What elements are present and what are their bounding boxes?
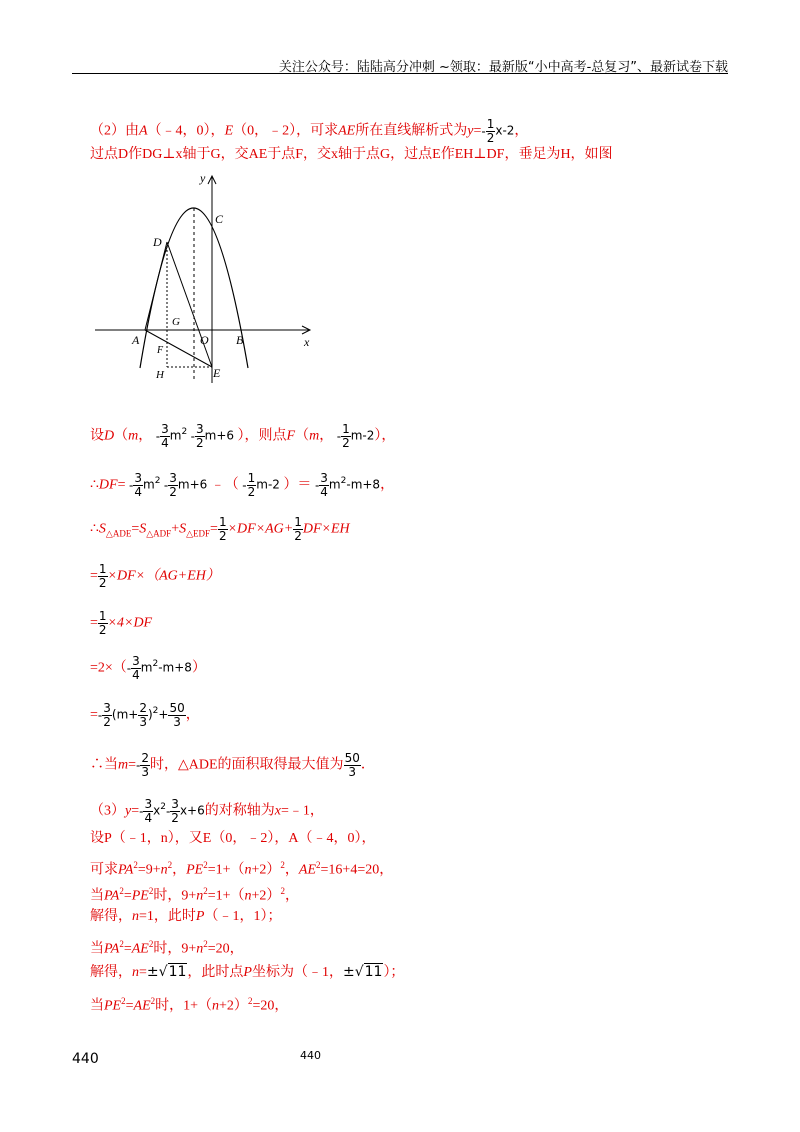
text: m: [140, 660, 153, 675]
text: (m+: [111, 707, 139, 722]
text: =: [117, 477, 126, 493]
superscript: 2: [152, 706, 159, 717]
line-4: [90, 472, 394, 499]
text: P: [195, 909, 205, 924]
denominator: 2: [98, 576, 107, 590]
label-b: B: [236, 333, 244, 347]
text: DF×EH: [302, 521, 350, 537]
denominator: 3: [173, 715, 181, 729]
numerator: 3: [161, 422, 169, 436]
plus-minus-root: ±√11: [342, 964, 383, 980]
text: y: [467, 123, 474, 139]
line-11: [90, 798, 324, 825]
line-18: [90, 992, 288, 1016]
line-14: [90, 882, 299, 906]
numerator: 1: [218, 515, 227, 529]
superscript: 2: [203, 939, 208, 949]
superscript: 2: [160, 802, 166, 813]
text: 时，9+: [153, 941, 197, 957]
denominator: 2: [342, 436, 350, 450]
text: =: [139, 965, 147, 980]
label-e: E: [213, 366, 221, 380]
text: ）: [191, 660, 206, 676]
plus-minus: ±: [146, 964, 159, 980]
superscript: 2: [203, 886, 208, 896]
minus-sign: -: [126, 661, 132, 676]
denominator: 2: [294, 529, 302, 543]
text: =: [90, 615, 98, 631]
numerator: 3: [320, 471, 328, 485]
text: ）；: [383, 965, 405, 980]
text: ），则点: [237, 428, 287, 444]
label-h: H: [156, 369, 164, 381]
denominator: 2: [103, 715, 111, 729]
text: ．: [360, 757, 375, 773]
fraction: [140, 752, 150, 779]
minus-sign: -: [190, 429, 196, 444]
line-9: [90, 702, 200, 729]
text: =1+（: [207, 862, 245, 878]
text: ）＝: [283, 477, 312, 493]
text: +2）: [219, 998, 248, 1014]
numerator: 1: [98, 562, 107, 576]
minus-sign: -: [136, 758, 141, 773]
subscript: △ADF: [146, 528, 172, 539]
denominator: 2: [247, 485, 256, 499]
text: n: [212, 998, 220, 1014]
page-number-center: 440: [300, 1049, 321, 1062]
text: x: [153, 803, 161, 818]
minus-sign: -: [129, 478, 134, 493]
text: ，: [380, 477, 395, 493]
text: ∴: [90, 477, 99, 493]
denominator: 2: [218, 529, 227, 543]
minus-sign: -: [165, 804, 171, 819]
text: （3）: [90, 803, 125, 819]
text: m: [169, 428, 182, 443]
fraction: [98, 610, 108, 637]
text: ，: [514, 123, 529, 139]
fraction: [160, 423, 170, 450]
plus-minus-root: ±√11: [146, 964, 187, 980]
text: PA: [118, 862, 134, 878]
superscript: 2: [154, 476, 161, 487]
superscript: 2: [181, 427, 188, 438]
text: ，: [172, 862, 187, 878]
minus-sign: -: [336, 429, 342, 444]
text: ): [147, 707, 153, 722]
text: E: [224, 123, 234, 139]
text: AE: [338, 123, 356, 139]
text: =: [123, 941, 132, 957]
label-d: D: [153, 235, 162, 249]
label-o: O: [200, 333, 209, 347]
minus-sign: -: [97, 708, 103, 723]
minus-sign: -: [481, 124, 486, 139]
text: =: [131, 803, 140, 819]
numerator: 1: [98, 609, 107, 623]
subscript: △ADE: [105, 528, 132, 539]
text: （: [295, 428, 310, 444]
line-3: [90, 423, 395, 450]
numerator: 2: [141, 751, 150, 765]
denominator: 3: [348, 765, 357, 779]
superscript: 2: [119, 886, 124, 896]
minus-sign: -: [155, 429, 161, 444]
line-17: [90, 963, 404, 982]
page-header: 关注公众号：陆陆高分冲刺 ~领取：最新版“小中高考-总复习”、最新试卷下载: [278, 60, 728, 75]
denominator: 3: [141, 765, 150, 779]
denominator: 4: [320, 485, 328, 499]
text: n: [196, 941, 204, 957]
numerator: 50: [169, 701, 185, 715]
denominator: 4: [132, 668, 140, 682]
numerator: 3: [171, 797, 179, 811]
text: 时，9+: [153, 888, 197, 904]
superscript: 2: [340, 476, 347, 487]
fraction: [131, 655, 141, 682]
fraction: [247, 472, 257, 499]
fraction: [341, 423, 351, 450]
text: =﹣1，: [280, 803, 324, 819]
text: 解得，: [90, 965, 132, 980]
segment-de: [167, 242, 212, 367]
fraction: [293, 516, 303, 543]
numerator: 3: [103, 701, 111, 715]
text: 可求: [90, 862, 118, 878]
subscript: △EDF: [186, 528, 211, 539]
numerator: 50: [344, 751, 360, 765]
minus-sign: -: [314, 478, 320, 493]
text: A: [139, 123, 148, 139]
superscript: 2: [148, 939, 154, 949]
text: m-2: [256, 477, 280, 492]
text: =20，: [252, 998, 289, 1014]
line-6: [90, 563, 220, 590]
text: S: [139, 521, 147, 537]
denominator: 4: [134, 485, 142, 499]
numerator: 3: [144, 797, 153, 811]
text: +: [158, 707, 169, 722]
text: ，: [319, 428, 334, 444]
numerator: 3: [132, 654, 140, 668]
text: D: [104, 428, 115, 444]
fraction: [319, 472, 329, 499]
superscript: 2: [203, 860, 208, 870]
fraction: [218, 516, 228, 543]
header-rule: [72, 73, 728, 74]
label-c: C: [215, 212, 224, 226]
numerator: 3: [169, 471, 177, 485]
line-12: 设P（﹣1，n），又E（0，﹣2），A（﹣4，0），: [90, 831, 376, 846]
fraction: [344, 752, 361, 779]
line-2: 过点D作DG⊥x轴于G，交AE于点F，交x轴于点G，过点E作EH⊥DF，垂足为H，如图: [90, 147, 613, 162]
label-x: x: [304, 335, 310, 349]
superscript: 2: [148, 886, 154, 896]
superscript: 2: [316, 860, 321, 870]
text: DF: [98, 477, 118, 493]
denominator: 2: [486, 131, 495, 145]
text: =16+4=20，: [320, 862, 394, 878]
text: （0，﹣2），可求: [233, 123, 339, 139]
text: m: [328, 477, 341, 492]
line-15: [90, 908, 281, 926]
superscript: 2: [167, 860, 173, 870]
numerator: 3: [134, 471, 142, 485]
fraction: [168, 472, 178, 499]
radicand: 11: [168, 964, 187, 980]
text: PA: [104, 888, 120, 904]
text: =: [125, 998, 134, 1014]
text: =2×（: [90, 660, 127, 676]
fraction: [98, 563, 108, 590]
text: ∴当: [90, 757, 118, 773]
line-7: [90, 610, 152, 637]
label-y: y: [200, 171, 206, 185]
text: 解得，: [90, 909, 132, 924]
text: x+6: [179, 803, 205, 818]
fraction: [133, 472, 143, 499]
text: =1+（: [207, 888, 245, 904]
text: S: [179, 521, 187, 537]
line-13: [90, 856, 393, 880]
denominator: 3: [139, 715, 147, 729]
text: n: [160, 862, 168, 878]
text: -m+8: [158, 660, 192, 675]
denominator: 2: [169, 485, 177, 499]
text: n: [196, 888, 204, 904]
text: m-2: [350, 428, 375, 443]
numerator: 1: [247, 471, 256, 485]
denominator: 4: [144, 811, 153, 825]
label-f: F: [157, 345, 164, 356]
text: n: [132, 909, 139, 924]
denominator: 2: [171, 811, 179, 825]
text: n: [244, 862, 252, 878]
text: （﹣4，0），: [147, 123, 225, 139]
text: PE: [131, 888, 149, 904]
minus-sign: -: [163, 478, 169, 493]
superscript: 2: [280, 860, 285, 870]
text: =1，此时: [139, 909, 196, 924]
superscript: 2: [119, 939, 124, 949]
fraction: [486, 118, 496, 145]
numerator: 2: [139, 701, 147, 715]
text: 当: [90, 998, 104, 1014]
text: +2）: [251, 888, 281, 904]
text: m+6: [177, 477, 208, 492]
text: =: [210, 521, 218, 537]
label-g: G: [172, 316, 180, 328]
text: 的对称轴为: [204, 803, 275, 819]
text: =: [128, 757, 137, 773]
text: ，: [138, 428, 153, 444]
text: ），: [374, 428, 396, 444]
text: m+6: [204, 428, 235, 443]
text: =: [123, 888, 132, 904]
text: ，: [284, 888, 299, 904]
text: 坐标为（﹣1，: [251, 965, 343, 980]
superscript: 2: [150, 996, 156, 1006]
segment-da: [145, 242, 167, 330]
superscript: 2: [121, 996, 126, 1006]
minus-sign: -: [242, 478, 247, 493]
text: AE: [131, 941, 149, 957]
superscript: 2: [247, 996, 253, 1006]
fraction: [102, 702, 112, 729]
text: 时，△ADE的面积取得最大值为: [150, 757, 344, 773]
plus-minus: ±: [342, 964, 355, 980]
fraction: [168, 702, 185, 729]
text: P: [243, 965, 252, 980]
text: ∴: [90, 521, 99, 537]
text: 设: [90, 428, 104, 444]
text: m: [142, 477, 155, 492]
superscript: 2: [152, 659, 159, 670]
text: =: [90, 707, 98, 723]
text: 时，1+（: [155, 998, 213, 1014]
text: x-2: [495, 123, 515, 138]
text: m: [309, 428, 320, 444]
line-16: [90, 935, 244, 959]
text: PE: [186, 862, 204, 878]
text: AE: [298, 862, 317, 878]
text: ，: [185, 707, 200, 723]
text: =: [473, 123, 482, 139]
text: 当: [90, 888, 104, 904]
radicand: 11: [364, 964, 383, 980]
numerator: 1: [486, 117, 495, 131]
text: S: [98, 521, 106, 537]
denominator: 2: [98, 623, 107, 637]
text: =: [131, 521, 140, 537]
text: n: [132, 965, 139, 980]
text: 当: [90, 941, 104, 957]
text: AE: [133, 998, 151, 1014]
text: ×4×DF: [107, 615, 153, 631]
fraction: [138, 702, 148, 729]
parabola-figure: [90, 168, 320, 388]
text: -m+8: [346, 477, 381, 492]
text: y: [125, 803, 132, 819]
page-number-left: 440: [72, 1051, 99, 1067]
numerator: 1: [294, 515, 302, 529]
line-8: [90, 655, 206, 682]
text: =: [90, 568, 98, 584]
denominator: 4: [161, 436, 169, 450]
numerator: 1: [342, 422, 350, 436]
fraction: [195, 423, 205, 450]
text: =9+: [137, 862, 161, 878]
text: m: [118, 757, 129, 773]
text: +: [171, 521, 180, 537]
fraction: [143, 798, 153, 825]
text: ﹣（: [210, 477, 239, 493]
text: n: [244, 888, 252, 904]
label-a: A: [132, 333, 140, 347]
text: PE: [104, 998, 122, 1014]
fraction: [170, 798, 180, 825]
text: x: [274, 803, 281, 819]
text: ×DF×（AG+EH）: [107, 568, 220, 584]
text: PA: [104, 941, 120, 957]
text: ，此时点: [187, 965, 244, 980]
text: （2）由: [90, 123, 139, 139]
text: ，: [284, 862, 299, 878]
text: 所在直线解析式为: [355, 123, 468, 139]
superscript: 2: [280, 886, 285, 896]
text: （: [114, 428, 129, 444]
text: F: [286, 428, 296, 444]
line-5: [90, 516, 350, 543]
text: +2）: [251, 862, 281, 878]
denominator: 2: [196, 436, 204, 450]
line-10: [90, 752, 375, 779]
text: （﹣1，1）；: [204, 909, 282, 924]
text: m: [128, 428, 139, 444]
superscript: 2: [133, 860, 138, 870]
text: =20，: [207, 941, 244, 957]
numerator: 3: [196, 422, 204, 436]
line-1: [90, 118, 528, 145]
minus-sign: -: [139, 804, 144, 819]
text: ×DF×AG+: [227, 521, 294, 537]
